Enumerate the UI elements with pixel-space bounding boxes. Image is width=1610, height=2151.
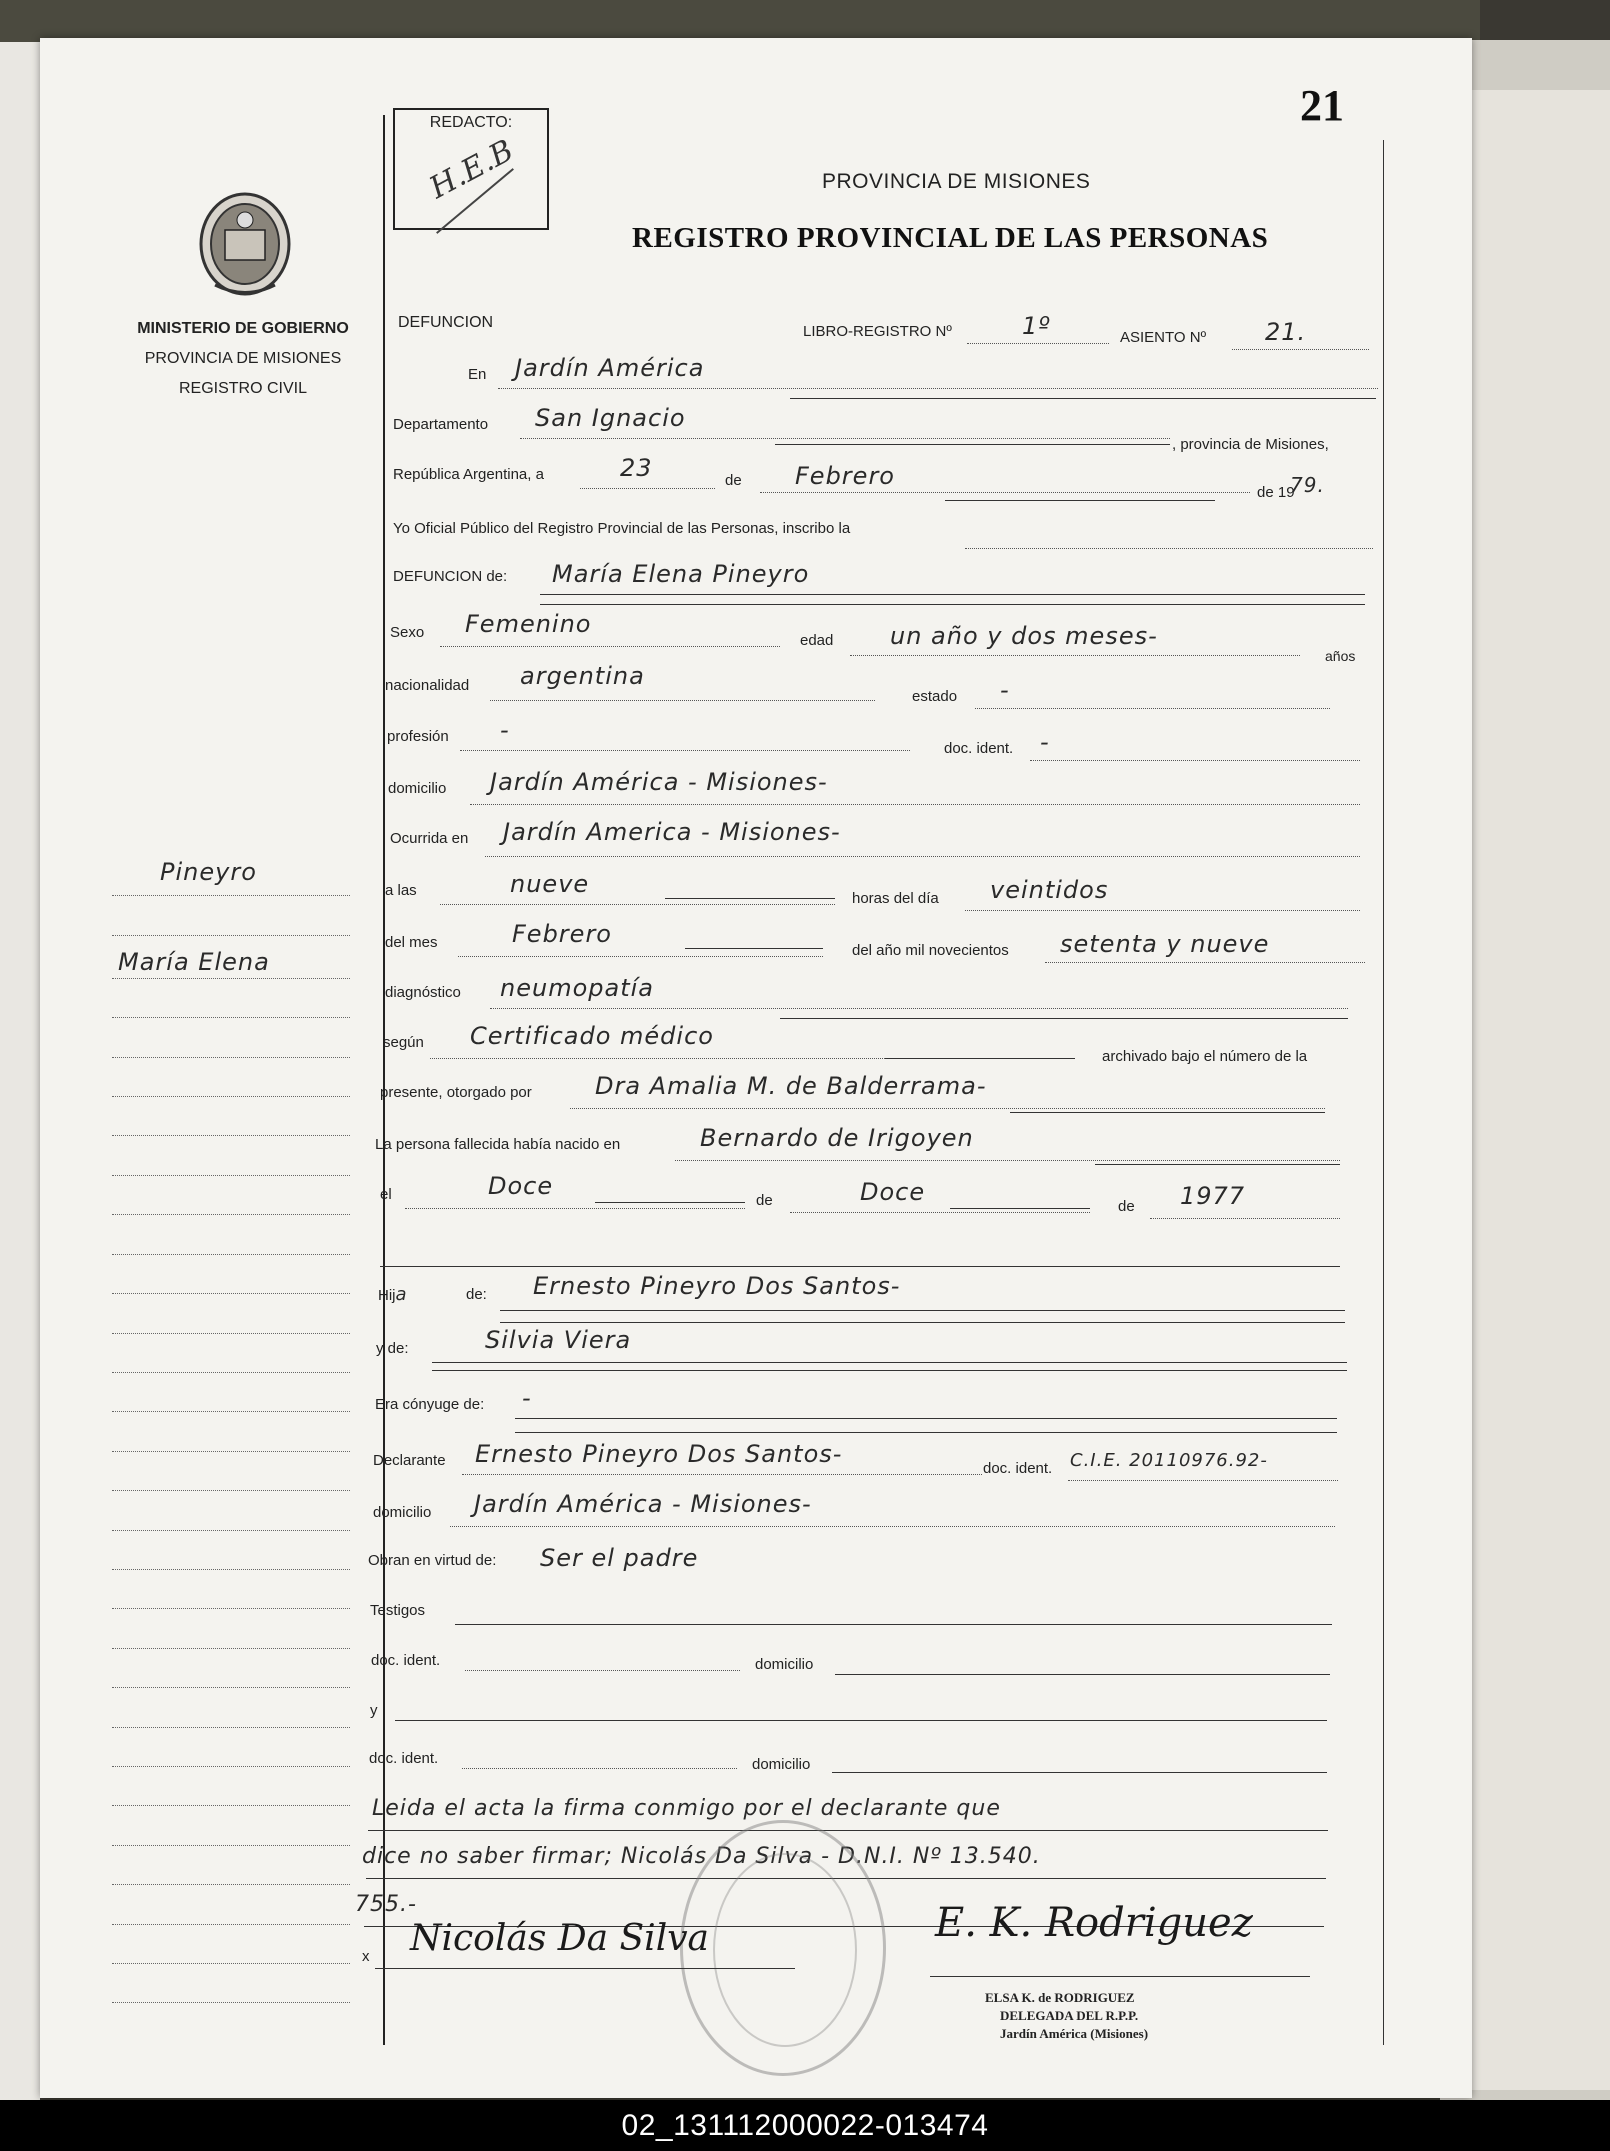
declarante-label: Declarante — [373, 1452, 446, 1469]
margin-line — [112, 1135, 350, 1136]
el-de-label: de — [756, 1192, 773, 1209]
footer-id: 02_131112000022-013474 — [0, 2100, 1610, 2151]
el-year-value: 1977 — [1180, 1182, 1246, 1210]
doc-ident-line — [1030, 760, 1360, 761]
margin-line — [112, 935, 350, 936]
anio-mil-line — [1045, 962, 1365, 963]
en-value: Jardín América — [515, 354, 705, 382]
month-line — [760, 492, 1250, 493]
declarante-line — [462, 1474, 982, 1475]
el-month-underline — [950, 1208, 1090, 1209]
segun-value: Certificado médico — [470, 1022, 714, 1050]
nacionalidad-line — [490, 700, 875, 701]
margin-line — [112, 1254, 350, 1255]
closing-line1-rule — [368, 1830, 1328, 1831]
defuncion-heading: DEFUNCION — [398, 314, 494, 331]
edad-label: edad — [800, 632, 834, 649]
edad-value: un año y dos meses- — [890, 622, 1158, 650]
mother-line — [432, 1362, 1347, 1363]
a-las-underline — [665, 898, 835, 899]
estado-label: estado — [912, 688, 958, 705]
margin-line — [112, 1648, 350, 1649]
official-stamp — [680, 1820, 886, 2076]
conyuge-line — [515, 1418, 1337, 1419]
libro-value: 1º — [1022, 312, 1051, 340]
margin-line — [112, 1884, 350, 1885]
month-underline — [945, 500, 1215, 501]
official-stamp-inner — [713, 1853, 857, 2047]
testigos-label: Testigos — [370, 1602, 426, 1619]
official-typed-place: Jardín América (Misiones) — [1000, 2026, 1149, 2041]
el-year-line — [1150, 1218, 1340, 1219]
profesion-label: profesión — [387, 728, 449, 745]
decl-dom-label: domicilio — [373, 1504, 432, 1521]
decl-doc-line — [1068, 1480, 1338, 1481]
margin-line — [112, 1175, 350, 1176]
a-las-label: a las — [385, 882, 417, 899]
testigos-line — [455, 1624, 1332, 1625]
diagnostico-value: neumopatía — [500, 974, 654, 1002]
t2-dom-label: domicilio — [752, 1756, 811, 1773]
domicilio-line — [470, 804, 1360, 805]
conyuge-line2 — [515, 1432, 1337, 1433]
estado-line — [975, 708, 1330, 709]
horas-value: veintidos — [990, 876, 1109, 904]
edad-line — [850, 655, 1300, 656]
y-de-label: y de: — [376, 1340, 409, 1357]
estado-value: - — [1000, 676, 1010, 704]
margin-surname: Pineyro — [160, 858, 257, 886]
page-number: 21 — [1300, 81, 1344, 130]
ocurrida-label: Ocurrida en — [390, 830, 469, 847]
closing-line3: 755.- — [355, 1892, 417, 1917]
nacido-line — [675, 1160, 1340, 1161]
defuncion-de-value: María Elena Pineyro — [552, 560, 810, 588]
hij-suffix: a — [395, 1284, 408, 1305]
nacido-underline — [1095, 1164, 1340, 1165]
en-label: En — [468, 366, 487, 383]
asiento-label: ASIENTO Nº — [1120, 329, 1207, 346]
margin-line — [112, 1214, 350, 1215]
header-title: REGISTRO PROVINCIAL DE LAS PERSONAS — [632, 222, 1269, 254]
margin-line — [112, 1687, 350, 1688]
decl-doc-value: C.I.E. 20110976.92- — [1070, 1450, 1268, 1471]
presente-line — [570, 1108, 1325, 1109]
anio-mil-label: del año mil novecientos — [852, 942, 1009, 959]
de-label: de — [725, 472, 742, 489]
oficial-text: Yo Oficial Público del Registro Provincial de las Personas, inscribo la — [393, 520, 851, 537]
el-label: el — [380, 1186, 392, 1203]
defuncion-de-label: DEFUNCION de: — [393, 568, 508, 585]
el-month-value: Doce — [860, 1178, 926, 1206]
father-line — [500, 1310, 1345, 1311]
background-top — [0, 0, 1480, 42]
father-value: Ernesto Pineyro Dos Santos- — [533, 1272, 901, 1300]
month-value: Febrero — [795, 462, 895, 490]
el-day-line — [405, 1208, 745, 1209]
background-right-pages — [1470, 90, 1610, 2090]
anos-label: años — [1325, 648, 1356, 664]
margin-line — [112, 1805, 350, 1806]
horas-line — [965, 910, 1360, 911]
el-day-value: Doce — [488, 1172, 554, 1200]
right-border-line — [1383, 140, 1384, 2045]
horas-label: horas del día — [852, 890, 939, 907]
t2-doc-label: doc. ident. — [369, 1750, 439, 1767]
margin-line — [112, 1490, 350, 1491]
ministry-block — [118, 320, 368, 410]
margin-line — [112, 1727, 350, 1728]
margin-given-names: María Elena — [118, 948, 270, 976]
libro-line — [967, 343, 1109, 344]
witness-signature: Nicolás Da Silva — [410, 1918, 710, 1959]
hij-prefix: Hij — [378, 1287, 396, 1304]
closing-line2: dice no saber firmar; Nicolás Da Silva - D.N.I. Nº 13.540. — [362, 1844, 1041, 1869]
decl-dom-line — [450, 1526, 1335, 1527]
del-mes-label: del mes — [385, 934, 438, 951]
el-month-line — [790, 1212, 1090, 1213]
margin-line — [112, 1845, 350, 1846]
defuncion-de-line2 — [540, 604, 1365, 605]
margin-line — [112, 978, 350, 979]
segun-label: según — [383, 1034, 424, 1051]
obran-label: Obran en virtud de: — [368, 1552, 497, 1569]
profesion-line — [460, 750, 910, 751]
anio-mil-value: setenta y nueve — [1060, 930, 1270, 958]
presente-value: Dra Amalia M. de Balderrama- — [595, 1072, 987, 1100]
conyuge-value: - — [522, 1384, 532, 1412]
departamento-underline — [775, 444, 1170, 445]
father-line2 — [500, 1322, 1345, 1323]
defuncion-de-line — [540, 594, 1365, 595]
margin-line — [112, 1333, 350, 1334]
ministry-line3: REGISTRO CIVIL — [178, 380, 308, 397]
day-value: 23 — [620, 454, 653, 482]
provincia-suffix: , provincia de Misiones, — [1172, 436, 1329, 453]
margin-line — [112, 2002, 350, 2003]
diagnostico-line — [490, 1008, 1348, 1009]
profesion-value: - — [500, 716, 510, 744]
declarante-value: Ernesto Pineyro Dos Santos- — [475, 1440, 843, 1468]
el-day-underline — [595, 1202, 745, 1203]
decl-dom-value: Jardín América - Misiones- — [474, 1490, 812, 1518]
domicilio-value: Jardín América - Misiones- — [490, 768, 828, 796]
hij-de-label: de: — [466, 1286, 487, 1303]
margin-line — [112, 1096, 350, 1097]
redacto-initials: H.E.B — [424, 133, 520, 206]
hij-label — [378, 1284, 408, 1305]
asiento-value: 21. — [1265, 318, 1307, 346]
margin-line — [112, 1924, 350, 1925]
diagnostico-underline — [780, 1018, 1348, 1019]
doc-ident-value: - — [1040, 728, 1050, 756]
ocurrida-line — [485, 856, 1360, 857]
redacto-box — [393, 108, 549, 230]
background-left — [0, 0, 40, 2100]
ministry-line2: PROVINCIA DE MISIONES — [144, 350, 342, 367]
t1-dom-line — [835, 1674, 1330, 1675]
margin-line — [112, 1372, 350, 1373]
sexo-line — [440, 646, 780, 647]
official-signature: E. K. Rodriguez — [935, 1900, 1253, 1946]
t1-doc-line — [465, 1670, 740, 1671]
blank-line — [380, 1266, 1340, 1267]
year-value: 79. — [1290, 473, 1325, 497]
margin-line — [112, 1411, 350, 1412]
margin-line — [112, 1451, 350, 1452]
nacido-value: Bernardo de Irigoyen — [700, 1124, 974, 1152]
segun-underline — [885, 1058, 1075, 1059]
departamento-line — [520, 438, 1170, 439]
provincial-seal-icon — [195, 190, 295, 298]
closing-line1: Leida el acta la firma conmigo por el declarante que — [372, 1796, 1001, 1821]
departamento-label: Departamento — [393, 416, 489, 433]
margin-line — [112, 1608, 350, 1609]
oficial-line — [965, 548, 1373, 549]
archivado-label: archivado bajo el número de la — [1102, 1048, 1308, 1065]
asiento-line — [1232, 349, 1369, 350]
el-de2-label: de — [1118, 1198, 1135, 1215]
ocurrida-value: Jardín America - Misiones- — [503, 818, 841, 846]
republica-label: República Argentina, a — [393, 466, 544, 483]
sexo-value: Femenino — [465, 610, 592, 638]
margin-line — [112, 1963, 350, 1964]
margin-line — [112, 1766, 350, 1767]
t2-dom-line — [832, 1772, 1327, 1773]
official-typed-title: DELEGADA DEL R.P.P. — [1000, 2008, 1139, 2023]
official-signature-line — [930, 1976, 1310, 1977]
diagnostico-label: diagnóstico — [385, 984, 461, 1001]
libro-label: LIBRO-REGISTRO Nº — [803, 323, 952, 340]
obran-value: Ser el padre — [540, 1544, 699, 1572]
sexo-label: Sexo — [390, 624, 425, 641]
margin-line — [112, 1017, 350, 1018]
del-mes-line — [458, 956, 823, 957]
margin-line — [112, 895, 350, 896]
presente-underline — [1010, 1112, 1325, 1113]
margin-line — [112, 1530, 350, 1531]
a-las-line — [440, 904, 835, 905]
official-typed-name: ELSA K. de RODRIGUEZ — [985, 1990, 1135, 2005]
margin-line — [112, 1293, 350, 1294]
en-line — [498, 388, 1378, 389]
a-las-value: nueve — [510, 870, 590, 898]
del-mes-underline — [685, 948, 823, 949]
nacido-label: La persona fallecida había nacido en — [375, 1136, 621, 1153]
witness-signature-line — [375, 1968, 795, 1969]
mother-value: Silvia Viera — [485, 1326, 632, 1354]
en-underline — [790, 398, 1376, 399]
doc-ident-label: doc. ident. — [944, 740, 1014, 757]
decl-doc-label: doc. ident. — [983, 1460, 1053, 1477]
conyuge-label: Era cónyuge de: — [375, 1396, 485, 1413]
nacionalidad-label: nacionalidad — [385, 677, 470, 694]
x-mark: x — [362, 1948, 370, 1965]
margin-line — [112, 1569, 350, 1570]
del-mes-value: Febrero — [512, 920, 612, 948]
header-province: PROVINCIA DE MISIONES — [822, 170, 1091, 193]
t1-doc-label: doc. ident. — [371, 1652, 441, 1669]
nacionalidad-value: argentina — [520, 662, 645, 690]
departamento-value: San Ignacio — [535, 404, 686, 432]
domicilio-label: domicilio — [388, 780, 447, 797]
ministry-line1: MINISTERIO DE GOBIERNO — [137, 320, 349, 337]
year-label: de 19 — [1257, 484, 1295, 501]
y-label: y — [370, 1702, 378, 1719]
mother-line2 — [432, 1370, 1347, 1371]
t2-doc-line — [462, 1768, 737, 1769]
y-line — [395, 1720, 1327, 1721]
t1-dom-label: domicilio — [755, 1656, 814, 1673]
margin-line — [112, 1057, 350, 1058]
presente-label: presente, otorgado por — [380, 1084, 532, 1101]
day-line — [580, 488, 715, 489]
redacto-label: REDACTO: — [429, 114, 513, 131]
